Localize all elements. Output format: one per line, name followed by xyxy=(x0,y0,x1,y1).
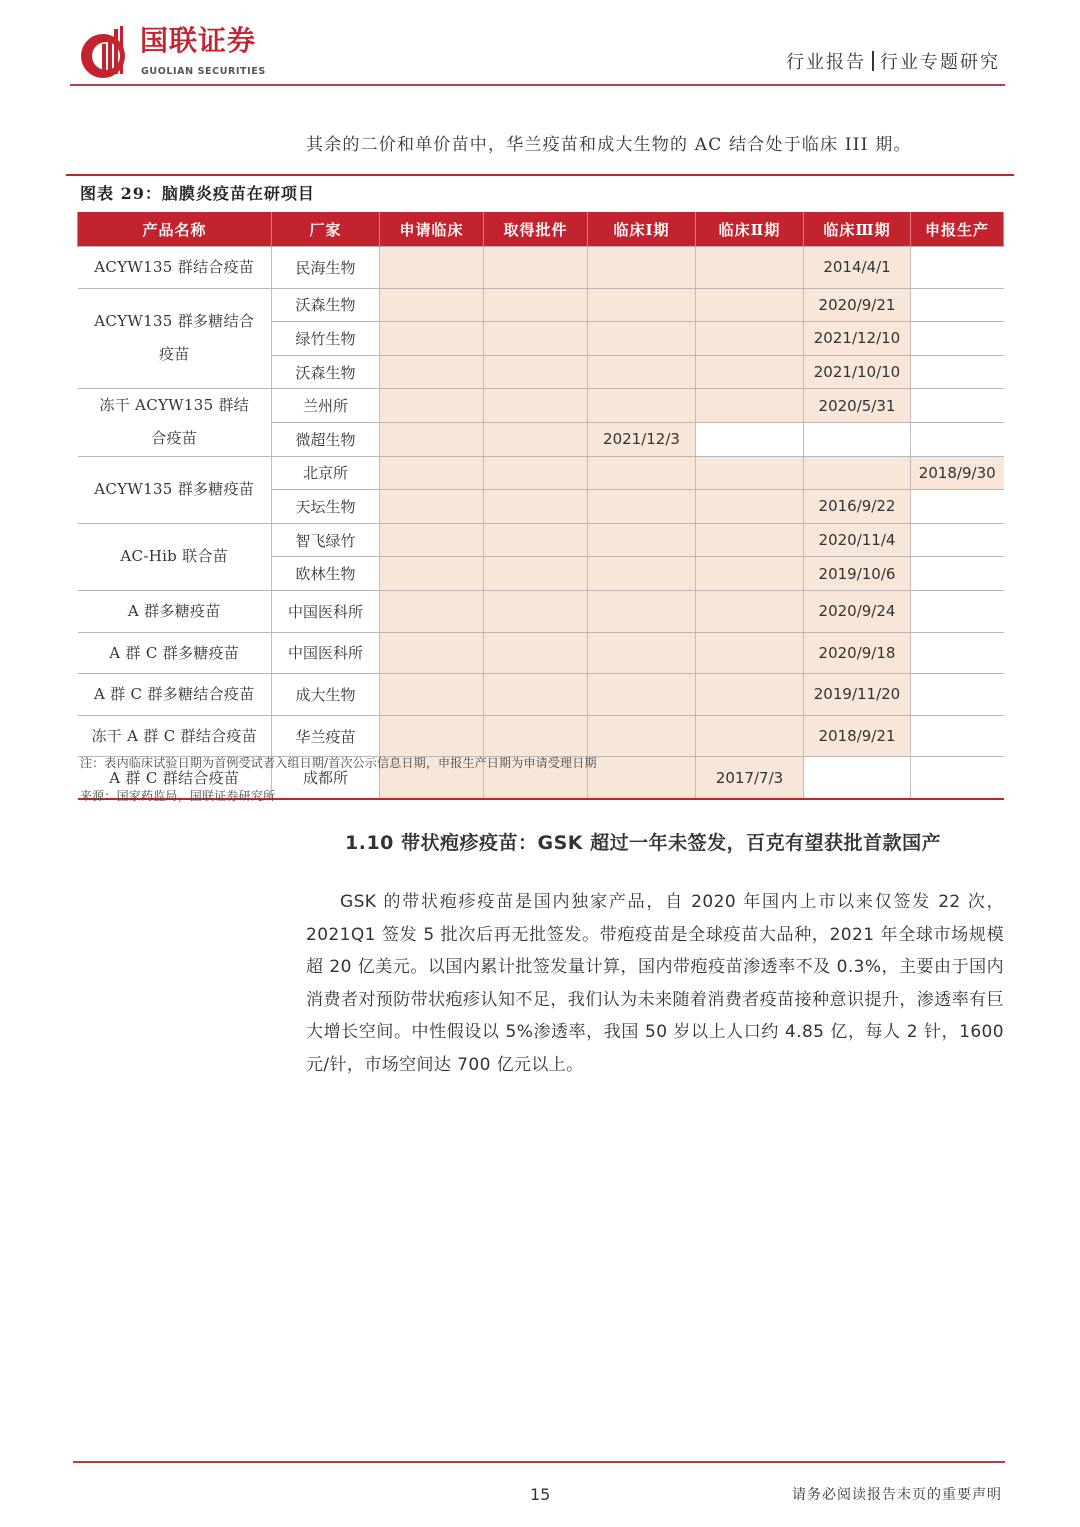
stage-empty-cell xyxy=(804,422,911,456)
stage-empty-cell xyxy=(911,422,1004,456)
stage-empty-cell xyxy=(911,715,1004,757)
report-type: 行业报告 xyxy=(786,52,866,73)
stage-passed-cell xyxy=(588,355,696,389)
section-body xyxy=(306,886,1004,1081)
stage-passed-cell xyxy=(588,632,696,674)
stage-passed-cell xyxy=(696,557,804,591)
stage-passed-cell xyxy=(484,523,588,557)
table-row xyxy=(78,456,1004,490)
stage-passed-cell xyxy=(588,674,696,716)
column-header: 取得批件 xyxy=(484,212,588,247)
stage-date-cell: 2020/9/24 xyxy=(804,590,911,632)
stage-passed-cell xyxy=(380,490,484,524)
stage-passed-cell xyxy=(484,590,588,632)
figure-source: 来源：国家药监局，国联证券研究所 xyxy=(80,789,276,803)
report-subtype: 行业专题研究 xyxy=(880,52,1000,73)
stage-passed-cell xyxy=(380,247,484,289)
stage-passed-cell xyxy=(380,632,484,674)
stage-empty-cell xyxy=(911,557,1004,591)
stage-passed-cell xyxy=(484,490,588,524)
stage-date-cell: 2018/9/30 xyxy=(911,456,1004,490)
body-paragraph: GSK 的带状疱疹疫苗是国内独家产品，自 2020 年国内上市以来仅签发 22 次，2021Q1 签发 5 批次后再无批签发。带疱疫苗是全球疫苗大品种，2021 年全球市场规模超 20 亿美元。以国内累计批签发量计算，国内带疱疫苗渗透率不及 0.3%，主要由于国内消费者对预防带状疱疹认知不足，我们认为未来随着消费者疫苗接种意识提升，渗透率有巨大增长空间。中性假设以 5%渗透率，我国 50 岁以上人口约 4.85 亿，每人 2 针，1600 元/针，市场空间达 700 亿元以上。 xyxy=(306,892,1004,1075)
column-header: 临床Ⅲ期 xyxy=(804,212,911,247)
stage-passed-cell xyxy=(484,355,588,389)
product-name-cell: ACYW135 群结合疫苗 xyxy=(78,247,272,289)
stage-passed-cell xyxy=(380,590,484,632)
stage-empty-cell xyxy=(696,422,804,456)
page-number: 15 xyxy=(530,1485,551,1504)
figure-title: 图表 29：脑膜炎疫苗在研项目 xyxy=(80,184,315,203)
stage-passed-cell xyxy=(484,247,588,289)
stage-passed-cell xyxy=(696,322,804,356)
product-name-cell: AC-Hib 联合苗 xyxy=(78,523,272,590)
stage-date-cell: 2021/12/3 xyxy=(588,422,696,456)
column-header: 临床Ⅱ期 xyxy=(696,212,804,247)
stage-passed-cell xyxy=(484,557,588,591)
product-name-cell: A 群 C 群多糖疫苗 xyxy=(78,632,272,674)
stage-passed-cell xyxy=(696,632,804,674)
stage-date-cell: 2020/11/4 xyxy=(804,523,911,557)
stage-date-cell: 2021/10/10 xyxy=(804,355,911,389)
table-row xyxy=(78,288,1004,322)
stage-empty-cell xyxy=(911,632,1004,674)
stage-passed-cell xyxy=(380,557,484,591)
column-header: 申报生产 xyxy=(911,212,1004,247)
manufacturer-cell: 智飞绿竹 xyxy=(272,523,380,557)
stage-date-cell: 2019/10/6 xyxy=(804,557,911,591)
stage-date-cell: 2014/4/1 xyxy=(804,247,911,289)
manufacturer-cell: 天坛生物 xyxy=(272,490,380,524)
table-body xyxy=(78,247,1004,799)
stage-passed-cell xyxy=(484,674,588,716)
stage-passed-cell xyxy=(484,715,588,757)
stage-passed-cell xyxy=(696,247,804,289)
stage-passed-cell xyxy=(588,757,696,799)
stage-passed-cell xyxy=(696,715,804,757)
company-logo xyxy=(78,24,288,82)
footer-divider xyxy=(73,1461,1005,1463)
stage-passed-cell xyxy=(484,322,588,356)
manufacturer-cell: 微超生物 xyxy=(272,422,380,456)
manufacturer-cell: 沃森生物 xyxy=(272,288,380,322)
stage-passed-cell xyxy=(696,288,804,322)
stage-passed-cell xyxy=(380,322,484,356)
stage-empty-cell xyxy=(804,757,911,799)
product-name-cell: 冻干 ACYW135 群结合疫苗 xyxy=(78,389,272,456)
stage-passed-cell xyxy=(696,490,804,524)
stage-date-cell: 2018/9/21 xyxy=(804,715,911,757)
manufacturer-cell: 沃森生物 xyxy=(272,355,380,389)
stage-empty-cell xyxy=(911,247,1004,289)
manufacturer-cell: 北京所 xyxy=(272,456,380,490)
stage-passed-cell xyxy=(484,288,588,322)
header-separator xyxy=(872,51,874,71)
manufacturer-cell: 兰州所 xyxy=(272,389,380,423)
product-name-cell: 冻干 A 群 C 群结合疫苗 xyxy=(78,715,272,757)
stage-passed-cell xyxy=(380,523,484,557)
stage-passed-cell xyxy=(380,715,484,757)
stage-passed-cell xyxy=(588,322,696,356)
manufacturer-cell: 成大生物 xyxy=(272,674,380,716)
stage-passed-cell xyxy=(588,557,696,591)
stage-passed-cell xyxy=(484,389,588,423)
vaccine-pipeline-table xyxy=(77,212,1004,800)
manufacturer-cell: 欧林生物 xyxy=(272,557,380,591)
stage-passed-cell xyxy=(588,456,696,490)
report-category xyxy=(786,50,1000,76)
stage-passed-cell xyxy=(588,490,696,524)
product-name-cell: ACYW135 群多糖结合疫苗 xyxy=(78,288,272,389)
product-name-cell: A 群 C 群多糖结合疫苗 xyxy=(78,674,272,716)
stage-passed-cell xyxy=(380,422,484,456)
stage-passed-cell xyxy=(484,422,588,456)
column-header: 申请临床 xyxy=(380,212,484,247)
manufacturer-cell: 中国医科所 xyxy=(272,590,380,632)
stage-passed-cell xyxy=(484,632,588,674)
manufacturer-cell: 民海生物 xyxy=(272,247,380,289)
column-header: 厂家 xyxy=(272,212,380,247)
intro-paragraph: 其余的二价和单价苗中，华兰疫苗和成大生物的 AC 结合处于临床 III 期。 xyxy=(306,135,912,155)
stage-passed-cell xyxy=(588,288,696,322)
stage-passed-cell xyxy=(804,456,911,490)
guolian-logo-icon xyxy=(78,26,132,80)
stage-passed-cell xyxy=(484,456,588,490)
table-row xyxy=(78,389,1004,423)
product-name-cell: A 群多糖疫苗 xyxy=(78,590,272,632)
stage-passed-cell xyxy=(380,456,484,490)
stage-empty-cell xyxy=(911,523,1004,557)
table-header-row xyxy=(78,212,1004,247)
manufacturer-cell: 华兰疫苗 xyxy=(272,715,380,757)
column-header: 产品名称 xyxy=(78,212,272,247)
stage-passed-cell xyxy=(380,355,484,389)
stage-passed-cell xyxy=(696,456,804,490)
stage-passed-cell xyxy=(696,389,804,423)
stage-date-cell: 2017/7/3 xyxy=(696,757,804,799)
product-name-cell: ACYW135 群多糖疫苗 xyxy=(78,456,272,523)
stage-date-cell: 2020/9/21 xyxy=(804,288,911,322)
stage-date-cell: 2021/12/10 xyxy=(804,322,911,356)
header-divider xyxy=(70,84,1005,86)
stage-date-cell: 2020/9/18 xyxy=(804,632,911,674)
stage-empty-cell xyxy=(911,490,1004,524)
column-header: 临床Ⅰ期 xyxy=(588,212,696,247)
stage-passed-cell xyxy=(380,674,484,716)
table-row xyxy=(78,674,1004,716)
stage-date-cell: 2016/9/22 xyxy=(804,490,911,524)
logo-text-cn: 国联证券 xyxy=(140,24,257,57)
stage-empty-cell xyxy=(911,757,1004,799)
stage-passed-cell xyxy=(696,674,804,716)
stage-passed-cell xyxy=(696,590,804,632)
stage-passed-cell xyxy=(588,523,696,557)
product-name-cell: A 群 C 群结合疫苗 xyxy=(78,757,272,799)
stage-date-cell: 2020/5/31 xyxy=(804,389,911,423)
manufacturer-cell: 成都所 xyxy=(272,757,380,799)
table-row xyxy=(78,632,1004,674)
manufacturer-cell: 绿竹生物 xyxy=(272,322,380,356)
stage-passed-cell xyxy=(588,247,696,289)
stage-empty-cell xyxy=(911,674,1004,716)
stage-empty-cell xyxy=(911,322,1004,356)
stage-date-cell: 2019/11/20 xyxy=(804,674,911,716)
stage-passed-cell xyxy=(588,715,696,757)
stage-passed-cell xyxy=(380,288,484,322)
stage-empty-cell xyxy=(911,355,1004,389)
stage-passed-cell xyxy=(588,590,696,632)
stage-passed-cell xyxy=(588,389,696,423)
manufacturer-cell: 中国医科所 xyxy=(272,632,380,674)
stage-passed-cell xyxy=(696,355,804,389)
stage-passed-cell xyxy=(696,523,804,557)
figure-note: 注：表内临床试验日期为首例受试者入组日期/首次公示信息日期，申报生产日期为申请受理日期 xyxy=(80,756,597,770)
stage-passed-cell xyxy=(380,389,484,423)
stage-empty-cell xyxy=(911,590,1004,632)
logo-text-en: GUOLIAN SECURITIES xyxy=(141,66,266,77)
section-heading: 1.10 带状疱疹疫苗：GSK 超过一年未签发，百克有望获批首款国产 xyxy=(345,832,942,854)
stage-empty-cell xyxy=(911,389,1004,423)
footer-disclaimer: 请务必阅读报告末页的重要声明 xyxy=(792,1487,1002,1503)
table-row xyxy=(78,715,1004,757)
table-row xyxy=(78,523,1004,557)
table-row xyxy=(78,590,1004,632)
stage-empty-cell xyxy=(911,288,1004,322)
table-row xyxy=(78,247,1004,289)
figure-top-rule xyxy=(66,174,1014,176)
